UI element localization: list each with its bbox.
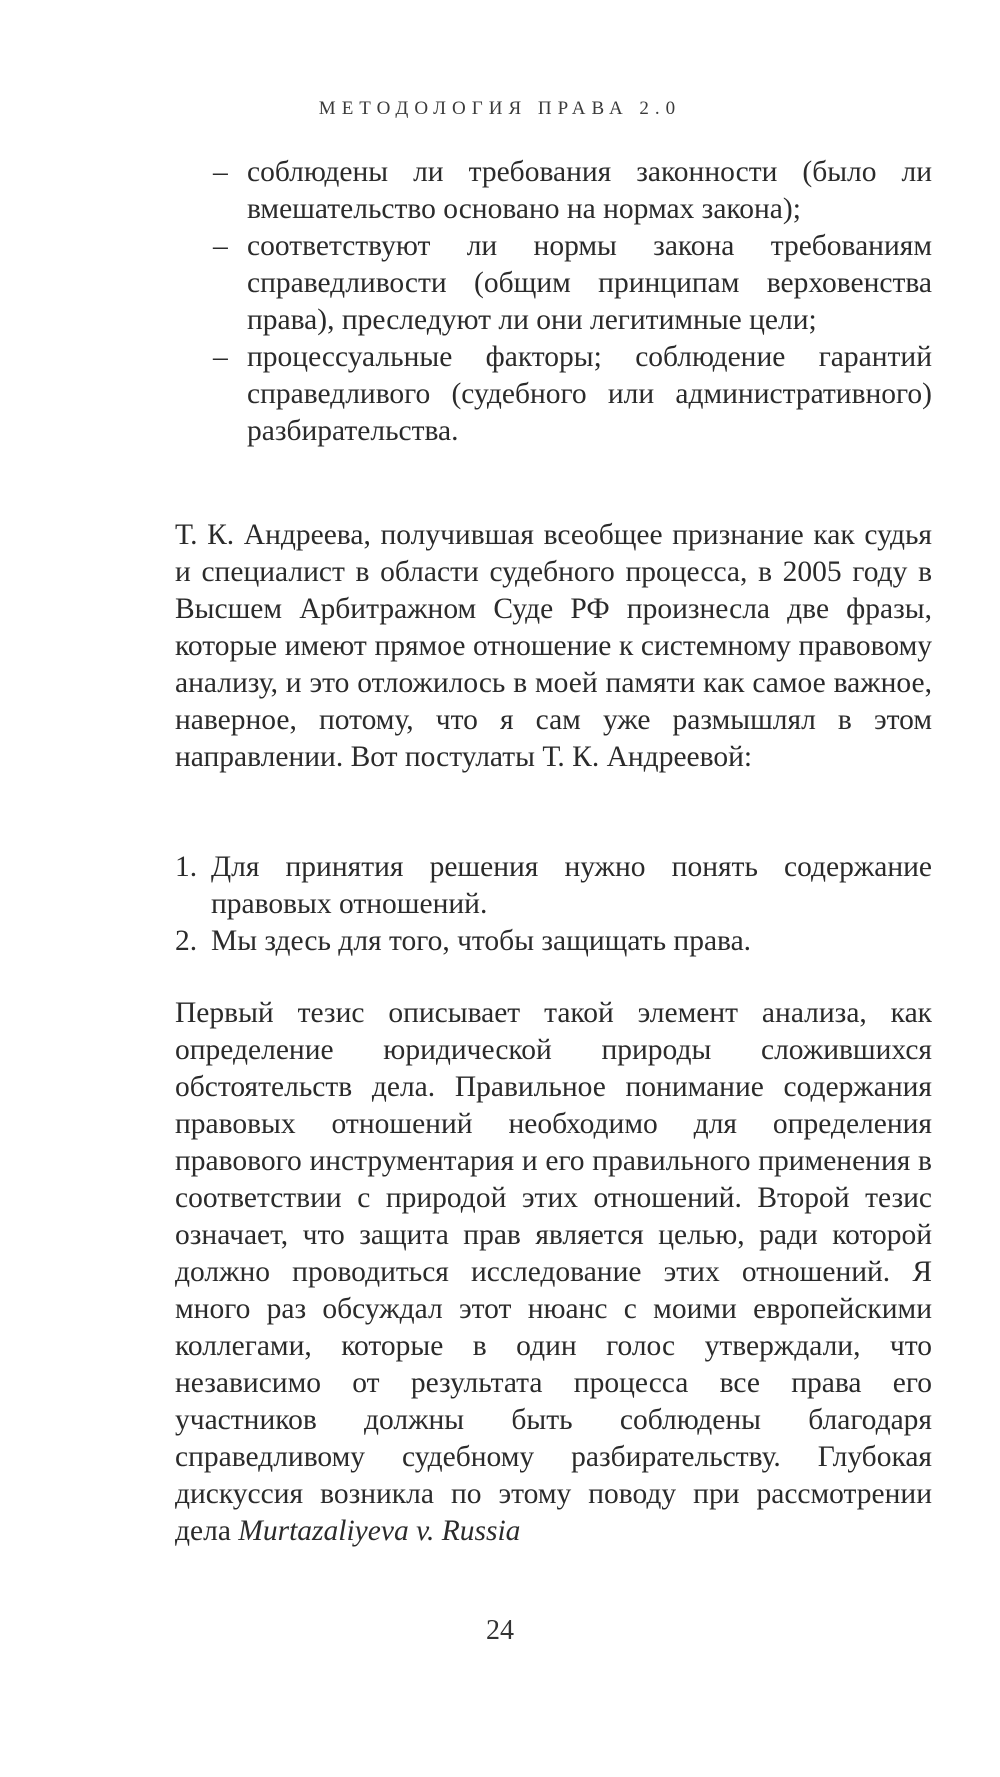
dash-marker: –: [213, 230, 228, 262]
running-head: МЕТОДОЛОГИЯ ПРАВА 2.0: [318, 98, 682, 119]
criteria-dash-list: [175, 154, 932, 450]
list-item: [175, 923, 932, 960]
list-item: [175, 339, 932, 450]
list-item-text: соблюдены ли требования законности (было ли вмешательство основано на нормах закона);: [247, 156, 932, 225]
body-paragraph-andreeva: Т. К. Андреева, получившая всеобщее признание как судья и специалист в области судебного процесса, в 2005 году в Высшем Арбитражном Суде РФ произнесла две фразы, которые имеют прямое отношение к системному правовому анализу, и это отложилось в моей памяти как самое важное, наверное, потому, что я сам уже размышлял в этом направлении. Вот постулаты Т. К. Андреевой:: [175, 519, 932, 773]
body-paragraph-theses: [175, 995, 932, 1550]
list-item: [175, 154, 932, 228]
number-marker: 2.: [175, 925, 198, 957]
list-item-text: процессуальные факторы; соблюдение гарантий справедливого (судебного или административного) разбирательства.: [247, 341, 932, 447]
postulates-numbered-list: [175, 849, 932, 960]
list-item: [175, 849, 932, 923]
list-item-text: Мы здесь для того, чтобы защищать права.: [211, 925, 752, 957]
list-item-text: Для принятия решения нужно понять содержание правовых отношений.: [211, 851, 932, 920]
case-name: Murtazaliyeva v. Russia: [238, 1515, 521, 1547]
paragraph-text: Первый тезис описывает такой элемент анализа, как определение юридической природы сложившихся обстоятельств дела. Правильное понимание содержания правовых отношений необходимо для определения правового инструментария и его правильного применения в соответствии с природой этих отношений. Второй тезис означает, что защита прав является целью, ради которой должно проводиться исследование этих отношений. Я много раз обсуждал этот нюанс с моими европейскими коллегами, которые в один голос утверждали, что независимо от результата процесса все права его участников должны быть соблюдены благодаря справедливому судебному разбирательству. Глубокая дискуссия возникла по этому поводу при рассмотрении дела: [175, 997, 932, 1547]
page-number: 24: [486, 1615, 514, 1646]
list-item-text: соответствуют ли нормы закона требованиям справедливости (общим принципам верховенства права), преследуют ли они легитимные цели;: [247, 230, 932, 336]
dash-marker: –: [213, 341, 228, 373]
number-marker: 1.: [175, 851, 198, 883]
list-item: [175, 228, 932, 339]
dash-marker: –: [213, 156, 228, 188]
